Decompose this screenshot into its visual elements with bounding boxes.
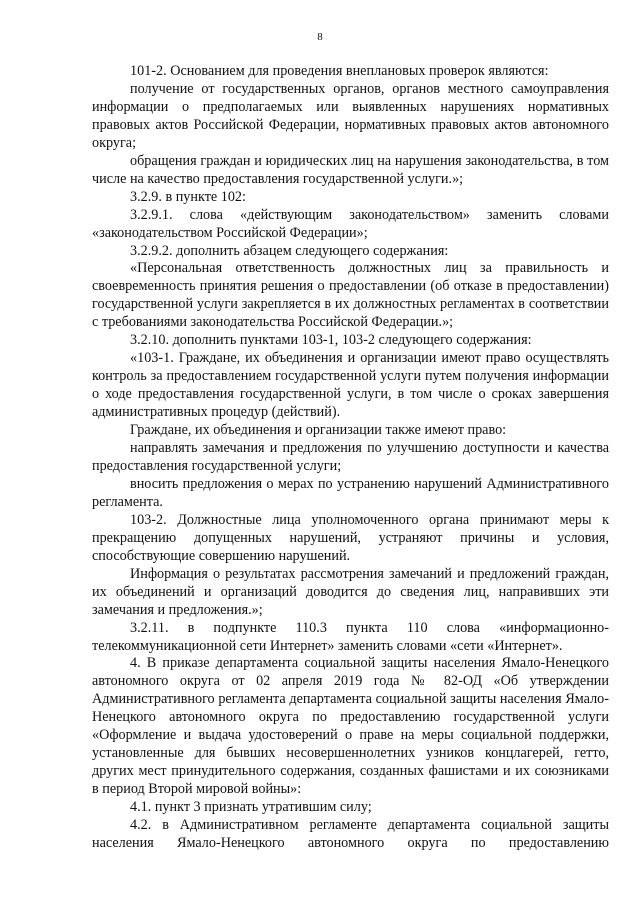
paragraph-submit-proposals: вносить предложения о мерах по устранению нарушений Административного регламента. <box>92 475 609 510</box>
paragraph-4: 4. В приказе департамента социальной защиты населения Ямало-Ненецкого автономного округа от 02 апреля 2019 года № 82-ОД «Об утверждении Административного регламента департамента социальной защиты населения Ямало-Ненецкого автономного округа по предоставлению государственной услуги «Оформление и выдача удостоверений о праве на меры социальной поддержки, установленные для бывших несовершеннолетних узников концлагерей, гетто, других мест принудительного содержания, созданных фашистами и их союзниками в период Второй мировой войны»: <box>92 655 609 798</box>
document-body <box>92 63 609 853</box>
paragraph-101-2: 101-2. Основанием для проведения внеплановых проверок являются: <box>130 63 549 79</box>
paragraph-103-2: 103-2. Должностные лица уполномоченного органа принимают меры к прекращению допущенных нарушений, устраняют причины и условия, способствующие совершению нарушений. <box>92 511 609 564</box>
paragraph-103-1: «103-1. Граждане, их объединения и организации имеют право осуществлять контроль за предоставлением государственной услуги путем получения информации о ходе предоставления государственной услуги, в том числе о сроках завершения административных процедур (действий). <box>92 350 609 421</box>
paragraph-3-2-10: 3.2.10. дополнить пунктами 103-1, 103-2 следующего содержания: <box>130 332 532 349</box>
paragraph-information-results: Информация о результатах рассмотрения замечаний и предложений граждан, их объединений и организаций доводится до сведения лиц, направивших эти замечания и предложения.»; <box>92 565 609 618</box>
paragraph-3-2-9-2: 3.2.9.2. дополнить абзацем следующего содержания: <box>130 242 449 259</box>
paragraph-citizen-appeals: обращения граждан и юридических лиц на нарушения законодательства, в том числе на качество предоставления государственной услуги.»; <box>92 152 609 187</box>
page-number: 8 <box>317 31 323 43</box>
paragraph-3-2-9: 3.2.9. в пункте 102: <box>130 188 246 205</box>
paragraph-4-2: 4.2. в Административном регламенте департамента социальной защиты населения Ямало-Ненецкого автономного округа по предоставлению <box>92 817 609 851</box>
paragraph-personal-responsibility: «Персональная ответственность должностных лиц за правильность и своевременность принятия решения о предоставлении (об отказе в предоставлении) государственной услуги закрепляется в их должностных регламентах в соответствии с требованиями законодательства Российской Федерации.»; <box>92 260 609 331</box>
paragraph-4-1: 4.1. пункт 3 признать утратившим силу; <box>130 799 372 816</box>
paragraph-3-2-9-1: 3.2.9.1. слова «действующим законодательством» заменить словами «законодательством Российской Федерации»; <box>92 206 609 241</box>
paragraph-state-bodies-info: получение от государственных органов, органов местного самоуправления информации о предполагаемых или выявленных нарушениях нормативных правовых актов Российской Федерации, нормативных правовых актов автономного округа; <box>92 80 609 151</box>
paragraph-citizens-also-have-right: Граждане, их объединения и организации также имеют право: <box>130 422 507 439</box>
paragraph-3-2-11: 3.2.11. в подпункте 110.3 пункта 110 слова «информационно-телекоммуникационной сети Интернет» заменить словами «сети «Интернет». <box>92 619 609 654</box>
paragraph-send-comments: направлять замечания и предложения по улучшению доступности и качества предоставления государственной услуги; <box>92 440 609 474</box>
